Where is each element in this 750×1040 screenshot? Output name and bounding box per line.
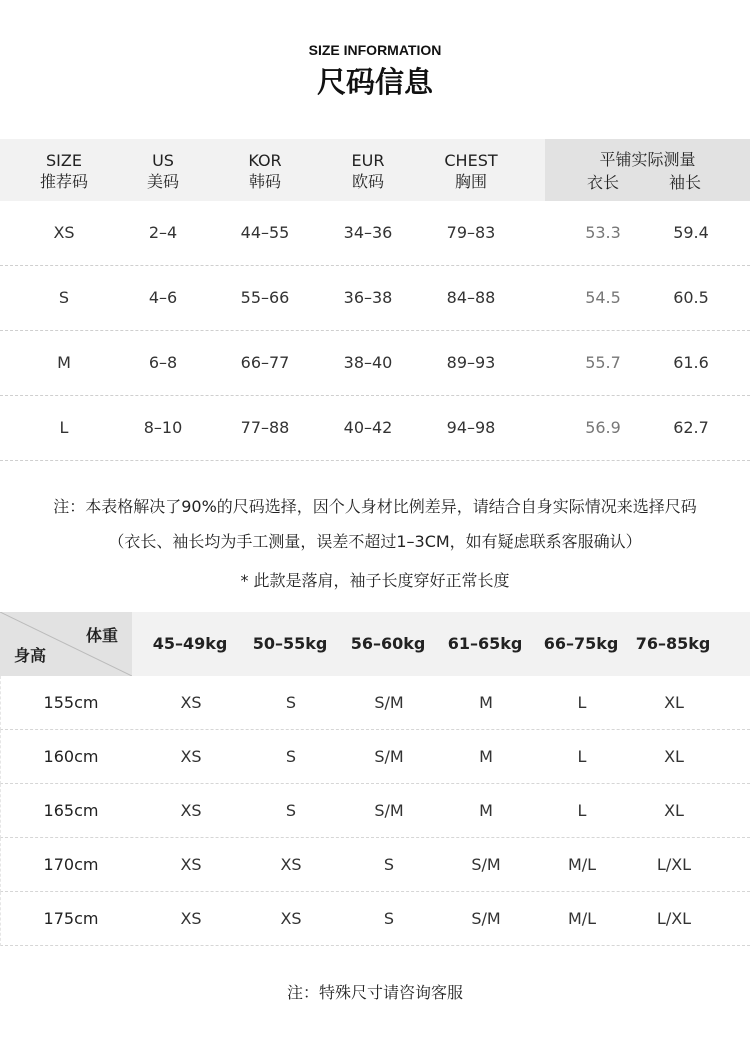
height-row — [0, 892, 750, 946]
cell-size: XS — [53, 223, 75, 242]
cell-rec-size: S — [383, 855, 395, 874]
title-english: SIZE INFORMATION — [308, 42, 442, 58]
cell-rec-size: L/XL — [656, 855, 692, 874]
cell-kor: 55–66 — [240, 288, 290, 307]
cell-rec-size: XS — [280, 909, 302, 928]
size-row — [0, 331, 750, 396]
cell-kor: 44–55 — [240, 223, 290, 242]
cell-rec-size: XL — [664, 747, 684, 766]
size-row — [0, 266, 750, 331]
cell-us: 8–10 — [143, 418, 183, 437]
cell-length: 53.3 — [585, 223, 621, 242]
header-chest-zh: 胸围 — [454, 172, 487, 191]
header-us-en: US — [152, 151, 174, 170]
cell-rec-size: XL — [664, 693, 684, 712]
cell-sleeve: 59.4 — [673, 223, 709, 242]
cell-height: 155cm — [43, 693, 99, 712]
cell-rec-size: L — [577, 801, 587, 820]
cell-rec-size: XS — [180, 855, 202, 874]
corner-weight-label: 体重 — [85, 626, 118, 645]
cell-eur: 38–40 — [343, 353, 393, 372]
cell-length: 56.9 — [585, 418, 621, 437]
cell-chest: 79–83 — [446, 223, 496, 242]
size-row — [0, 201, 750, 266]
corner-cell — [0, 612, 132, 676]
corner-height-label: 身高 — [14, 646, 47, 665]
cell-rec-size: L — [577, 693, 587, 712]
cell-height: 175cm — [43, 909, 99, 928]
cell-us: 6–8 — [148, 353, 178, 372]
cell-rec-size: S/M — [471, 855, 501, 874]
title-chinese: 尺码信息 — [316, 65, 433, 99]
weight-header — [0, 612, 750, 676]
header-chest-en: CHEST — [444, 151, 498, 170]
cell-rec-size: XS — [180, 801, 202, 820]
weight-col: 66–75kg — [543, 634, 619, 653]
weight-col: 50–55kg — [252, 634, 328, 653]
cell-rec-size: XS — [180, 747, 202, 766]
header-eur — [318, 150, 418, 192]
cell-sleeve: 60.5 — [673, 288, 709, 307]
header-us-zh: 美码 — [146, 172, 179, 191]
cell-rec-size: M — [479, 693, 493, 712]
cell-rec-size: M/L — [567, 855, 597, 874]
cell-sleeve: 61.6 — [673, 353, 709, 372]
cell-rec-size: S — [285, 747, 297, 766]
weight-col: 76–85kg — [635, 634, 711, 653]
height-row — [0, 838, 750, 892]
weight-col: 56–60kg — [350, 634, 426, 653]
header-kor-zh: 韩码 — [248, 172, 281, 191]
size-row — [0, 396, 750, 461]
height-row — [0, 784, 750, 838]
header-length: 衣长 — [586, 173, 619, 192]
cell-size: M — [57, 353, 71, 372]
cell-rec-size: XL — [664, 801, 684, 820]
cell-length: 54.5 — [585, 288, 621, 307]
cell-eur: 36–38 — [343, 288, 393, 307]
note-line-2: （衣长、袖长均为手工测量，误差不超过1–3CM，如有疑虑联系客服确认） — [108, 532, 642, 551]
cell-rec-size: M — [479, 801, 493, 820]
header-us — [113, 150, 213, 192]
cell-rec-size: XS — [180, 693, 202, 712]
header-measure-title: 平铺实际测量 — [599, 150, 696, 169]
header-size-zh: 推荐码 — [39, 172, 88, 191]
cell-rec-size: M/L — [567, 909, 597, 928]
cell-size: L — [59, 418, 69, 437]
cell-rec-size: S — [285, 693, 297, 712]
weight-col: 61–65kg — [447, 634, 523, 653]
cell-size: S — [58, 288, 70, 307]
header-size — [14, 150, 114, 192]
cell-height: 160cm — [43, 747, 99, 766]
height-row — [0, 730, 750, 784]
cell-rec-size: S/M — [374, 693, 404, 712]
header-kor-en: KOR — [248, 151, 282, 170]
note-line-1: 注：本表格解决了90%的尺码选择，因个人身材比例差异，请结合自身实际情况来选择尺码 — [53, 497, 697, 516]
cell-rec-size: XS — [180, 909, 202, 928]
cell-rec-size: L/XL — [656, 909, 692, 928]
cell-height: 170cm — [43, 855, 99, 874]
header-size-en: SIZE — [46, 151, 82, 170]
cell-kor: 77–88 — [240, 418, 290, 437]
header-eur-en: EUR — [351, 151, 385, 170]
cell-length: 55.7 — [585, 353, 621, 372]
cell-us: 2–4 — [148, 223, 178, 242]
cell-rec-size: M — [479, 747, 493, 766]
cell-height: 165cm — [43, 801, 99, 820]
footer-note: 注：特殊尺寸请咨询客服 — [286, 983, 463, 1002]
cell-eur: 34–36 — [343, 223, 393, 242]
cell-rec-size: XS — [280, 855, 302, 874]
cell-us: 4–6 — [148, 288, 178, 307]
cell-chest: 94–98 — [446, 418, 496, 437]
cell-eur: 40–42 — [343, 418, 393, 437]
note-line-3: * 此款是落肩，袖子长度穿好正常长度 — [240, 571, 510, 590]
cell-rec-size: S — [383, 909, 395, 928]
cell-sleeve: 62.7 — [673, 418, 709, 437]
cell-rec-size: S/M — [374, 747, 404, 766]
size-table — [0, 139, 750, 461]
cell-rec-size: S/M — [471, 909, 501, 928]
weight-col: 45–49kg — [152, 634, 228, 653]
cell-rec-size: L — [577, 747, 587, 766]
cell-rec-size: S/M — [374, 801, 404, 820]
cell-chest: 89–93 — [446, 353, 496, 372]
cell-rec-size: S — [285, 801, 297, 820]
size-table-header — [0, 139, 750, 201]
header-eur-zh: 欧码 — [351, 172, 384, 191]
height-weight-table — [0, 612, 750, 946]
header-sleeve: 袖长 — [668, 173, 701, 192]
header-chest — [421, 150, 521, 192]
cell-chest: 84–88 — [446, 288, 496, 307]
cell-kor: 66–77 — [240, 353, 290, 372]
height-row — [0, 676, 750, 730]
header-kor — [215, 150, 315, 192]
